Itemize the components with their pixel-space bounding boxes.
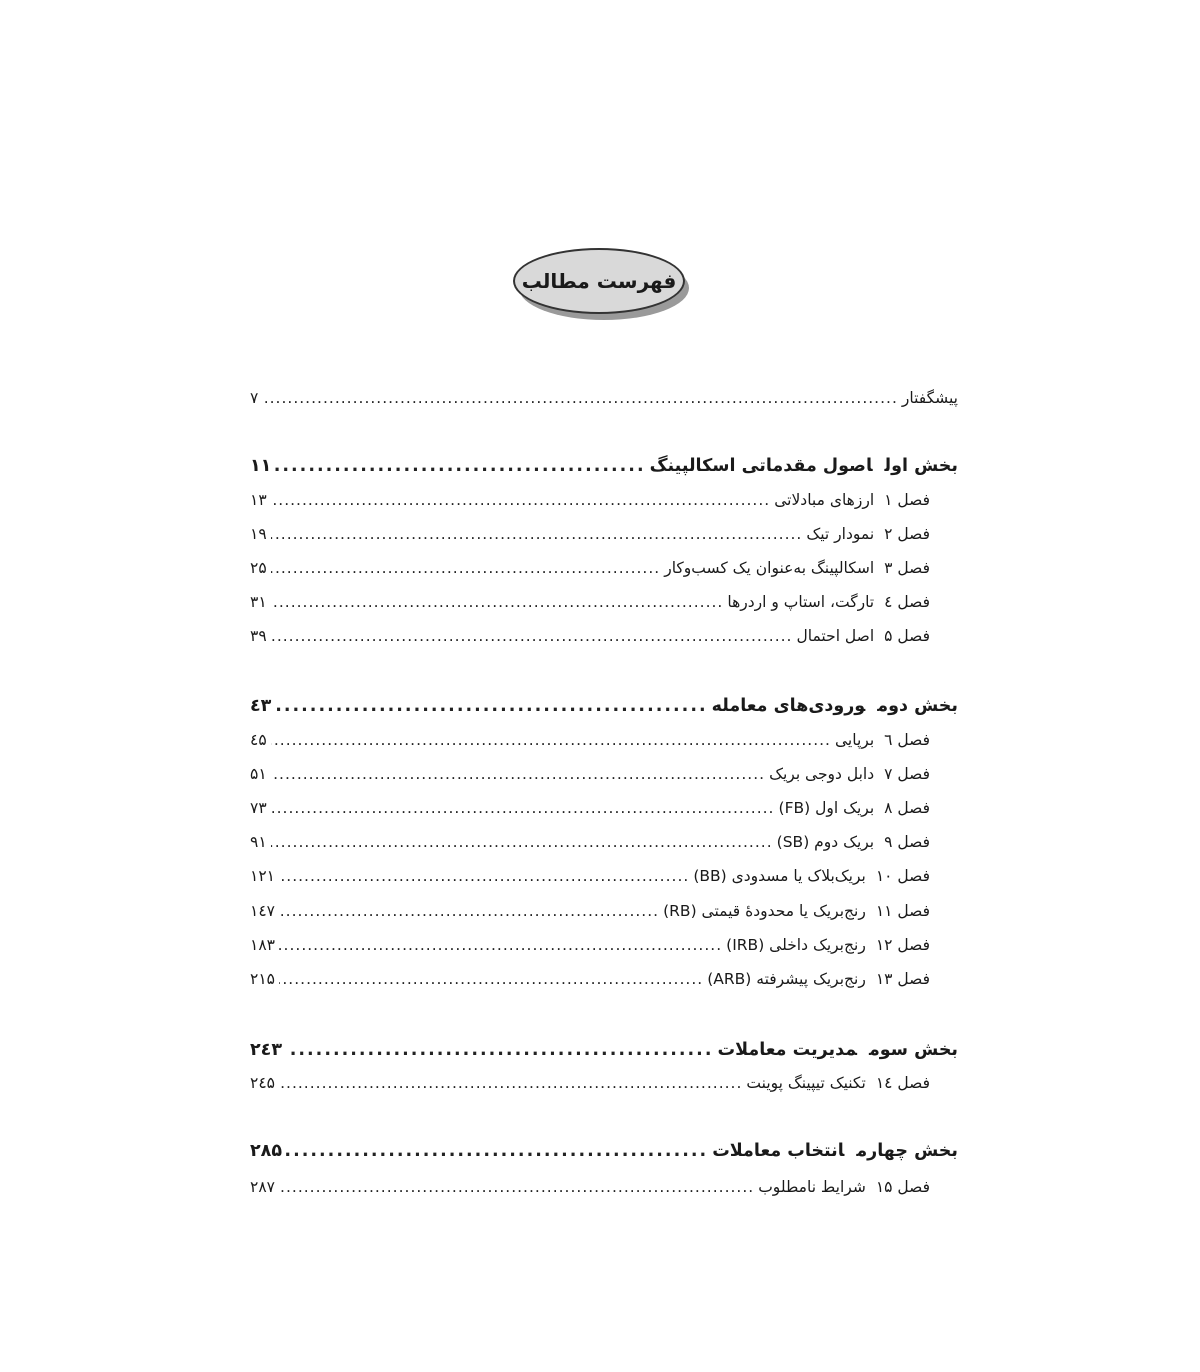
toc-row-chapter-15[interactable] <box>250 1172 958 1202</box>
chapter-page: ۵۱ <box>250 765 267 783</box>
part-name: بخش دوم <box>877 696 958 716</box>
toc-row-chapter-4[interactable] <box>250 587 958 617</box>
chapter-title: رنج‌بریک یا محدودهٔ قیمتی (RB) <box>663 902 866 920</box>
toc-row-part-2[interactable] <box>250 691 958 721</box>
chapter-title: رنج‌بریک داخلی (IRB) <box>726 936 866 954</box>
part-name: بخش سوم <box>868 1040 958 1060</box>
dot-leader <box>279 861 689 891</box>
part-title: مدیریت معاملات <box>717 1040 857 1060</box>
chapter-number: فصل ۱۵ <box>875 1178 930 1196</box>
chapter-page: ۱٤۷ <box>250 902 275 920</box>
dot-leader <box>271 485 771 515</box>
toc-row-chapter-7[interactable] <box>250 759 958 789</box>
dot-leader <box>279 930 722 960</box>
part-page: ٤۳ <box>250 696 272 716</box>
chapter-title: ارزهای مبادلاتی <box>774 491 875 509</box>
dot-leader <box>271 553 661 583</box>
toc-row-chapter-5[interactable] <box>250 621 958 651</box>
toc-row-chapter-3[interactable] <box>250 553 958 583</box>
dot-leader <box>275 691 707 721</box>
chapter-title: شرایط نامطلوب <box>758 1178 866 1196</box>
dot-leader <box>279 1068 742 1098</box>
dot-leader <box>279 1172 754 1202</box>
chapter-page: ۳۹ <box>250 627 267 645</box>
dot-leader <box>271 587 724 617</box>
toc-title-badge <box>513 248 691 322</box>
chapter-number: فصل ۸ <box>884 799 930 817</box>
dot-leader <box>271 519 803 549</box>
part-title: ورودی‌های معامله <box>711 696 866 716</box>
chapter-number: فصل ۹ <box>884 833 930 851</box>
chapter-page: ٤۵ <box>250 731 267 749</box>
toc-row-preface[interactable] <box>250 383 958 413</box>
chapter-page: ۲۱۵ <box>250 970 275 988</box>
toc-row-part-4[interactable] <box>250 1136 958 1166</box>
toc-row-chapter-14[interactable] <box>250 1068 958 1098</box>
chapter-title: بریک دوم (SB) <box>776 833 875 851</box>
chapter-page: ۹۱ <box>250 833 267 851</box>
dot-leader <box>279 964 703 994</box>
chapter-page: ۱۸۳ <box>250 936 275 954</box>
chapter-title: دابل دوجی بریک <box>769 765 875 783</box>
chapter-title: تکنیک تیپینگ پوینت <box>746 1074 866 1092</box>
chapter-number: فصل ۱۰ <box>875 867 930 885</box>
toc-row-chapter-2[interactable] <box>250 519 958 549</box>
chapter-number: فصل ۱۱ <box>875 902 930 920</box>
toc-row-chapter-10[interactable] <box>250 861 958 891</box>
chapter-title: بریک اول (FB) <box>778 799 875 817</box>
dot-leader <box>271 621 793 651</box>
part-title: اصول مقدماتی اسکالپینگ <box>649 456 873 476</box>
dot-leader <box>275 451 645 481</box>
dot-leader <box>271 725 831 755</box>
toc-row-chapter-13[interactable] <box>250 964 958 994</box>
chapter-number: فصل ۲ <box>884 525 930 543</box>
toc-row-chapter-6[interactable] <box>250 725 958 755</box>
chapter-title: رنج‌بریک پیشرفته (ARB) <box>707 970 866 988</box>
toc-row-chapter-12[interactable] <box>250 930 958 960</box>
chapter-title: بریک‌بلاک یا مسدودی (BB) <box>693 867 866 885</box>
preface-label: پیشگفتار <box>901 389 958 407</box>
dot-leader <box>279 896 659 926</box>
chapter-title: برپایی <box>835 731 875 749</box>
dot-leader <box>271 793 775 823</box>
toc-row-part-3[interactable] <box>250 1035 958 1065</box>
part-name: بخش چهارم <box>856 1141 958 1161</box>
chapter-number: فصل ۷ <box>884 765 930 783</box>
toc-row-chapter-1[interactable] <box>250 485 958 515</box>
dot-leader <box>286 1136 708 1166</box>
chapter-number: فصل ٤ <box>884 593 930 611</box>
chapter-page: ۱۹ <box>250 525 267 543</box>
chapter-page: ۲٤۵ <box>250 1074 275 1092</box>
part-title: انتخاب معاملات <box>712 1141 845 1161</box>
chapter-number: فصل ۱ <box>884 491 930 509</box>
part-name: بخش اول <box>884 456 958 476</box>
preface-page: ۷ <box>250 389 259 407</box>
toc-row-chapter-11[interactable] <box>250 896 958 926</box>
chapter-page: ۲۸۷ <box>250 1178 275 1196</box>
part-page: ۲۸۵ <box>250 1141 283 1161</box>
chapter-title: اصل احتمال <box>796 627 875 645</box>
chapter-page: ۲۵ <box>250 559 267 577</box>
part-page: ۲٤۳ <box>250 1040 283 1060</box>
toc-row-part-1[interactable] <box>250 451 958 481</box>
toc-title: فهرست مطالب <box>513 248 685 314</box>
chapter-number: فصل ١٤ <box>875 1074 930 1092</box>
dot-leader <box>262 383 898 413</box>
chapter-page: ۱۳ <box>250 491 267 509</box>
chapter-number: فصل ۳ <box>884 559 930 577</box>
toc-row-chapter-9[interactable] <box>250 827 958 857</box>
dot-leader <box>286 1035 713 1065</box>
chapter-number: فصل ٦ <box>884 731 930 749</box>
chapter-title: تارگت، استاپ و اردرها <box>727 593 875 611</box>
chapter-number: فصل ۵ <box>884 627 930 645</box>
part-page: ۱۱ <box>250 456 272 476</box>
chapter-number: فصل ۱۳ <box>875 970 930 988</box>
chapter-page: ۳۱ <box>250 593 267 611</box>
dot-leader <box>271 759 765 789</box>
chapter-page: ۱۲۱ <box>250 867 275 885</box>
chapter-title: اسکالپینگ به‌عنوان یک کسب‌وکار <box>664 559 875 577</box>
chapter-page: ۷۳ <box>250 799 267 817</box>
dot-leader <box>271 827 773 857</box>
chapter-number: فصل ۱۲ <box>875 936 930 954</box>
chapter-title: نمودار تیک <box>806 525 875 543</box>
toc-row-chapter-8[interactable] <box>250 793 958 823</box>
